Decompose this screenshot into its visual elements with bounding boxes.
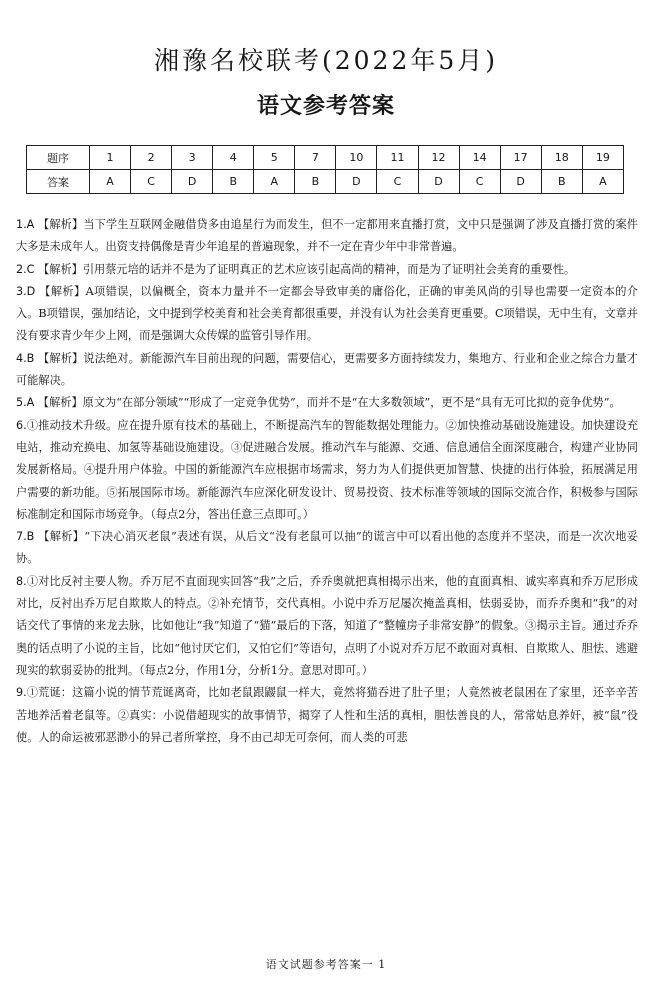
page-footer: 语文试题参考答案一 1 (265, 958, 387, 971)
document-title: 湘豫名校联考(2022年5月) (153, 46, 499, 75)
question-number: 10 (336, 146, 377, 170)
item-number: 2.C (16, 262, 35, 276)
item-text: 【解析】当下学生互联网金融借贷多由追星行为而发生，但不一定都用来直播打赏，文中只是强调了涉及直播打赏的案件大多是未成年人。出资支持偶像是青少年追星的普遍现象，并不一定在青少年中非常普遍。 (16, 218, 638, 254)
question-number: 18 (541, 146, 582, 170)
row-label-answer: 答案 (27, 170, 90, 194)
item-text: ①对比反衬主要人物。乔万尼不直面现实回答“我”之后，乔乔奥就把真相揭示出来，他的直面真相、诚实率真和乔万尼形成对比，反衬出乔万尼自欺欺人的特点。②补充情节，交代真相。小说中乔万尼屡次掩盖真相，怯弱妥协，而乔乔奥和“我”的对话交代了事情的来龙去脉，比如他让“我”知道了“猫”最后的下落，知道了“整幢房子非常安静”的假象。③揭示主旨。通过乔乔奥的话点明了小说的主旨，比如“他讨厌它们，又怕它们”等语句，点明了小说对乔万尼不敢面对真相、自欺欺人、胆怯、逃避现实的软弱妥协的批判。（每点2分，作用1分，分析1分。意思对即可。） (16, 574, 638, 677)
item-number: 8. (16, 574, 27, 588)
answer-row (27, 170, 624, 194)
answer-cell: A (90, 170, 131, 194)
answer-cell: D (172, 170, 213, 194)
item-number: 7.B (16, 530, 35, 544)
question-number: 19 (582, 146, 623, 170)
document-subtitle: 语文参考答案 (256, 94, 395, 119)
explanation-item (16, 392, 638, 414)
question-number: 7 (295, 146, 336, 170)
answer-cell: C (459, 170, 500, 194)
question-number: 14 (459, 146, 500, 170)
explanation-item (16, 415, 638, 526)
question-number: 5 (254, 146, 295, 170)
answer-cell: A (582, 170, 623, 194)
question-number: 3 (172, 146, 213, 170)
explanation-item (16, 571, 638, 682)
answer-cell: B (295, 170, 336, 194)
item-number: 1.A (16, 218, 35, 231)
question-number-row (27, 146, 624, 170)
explanation-item (16, 259, 638, 281)
item-number: 4.B (16, 351, 35, 365)
item-number: 3.D (16, 284, 36, 298)
question-number: 17 (500, 146, 541, 170)
question-number: 4 (213, 146, 254, 170)
answer-table (26, 145, 624, 194)
explanation-item (16, 348, 638, 393)
item-number: 9. (16, 686, 27, 700)
item-text: 【解析】引用蔡元培的话并不是为了证明真正的艺术应该引起高尚的精神，而是为了证明社会美育的重要性。 (38, 262, 576, 276)
answer-cell: B (541, 170, 582, 194)
explanation-item (16, 281, 638, 348)
answer-cell: D (500, 170, 541, 194)
answer-cell: A (254, 170, 295, 194)
item-text: 【解析】“下决心消灭老鼠”表述有误，从后文“没有老鼠可以抽”的谎言中可以看出他的态度并不坚决，而是一次次地妥协。 (16, 530, 638, 566)
answer-cell: C (377, 170, 418, 194)
question-number: 1 (90, 146, 131, 170)
explanation-item (16, 682, 638, 749)
answer-cell: D (418, 170, 459, 194)
explanation-item (16, 214, 638, 259)
row-label-question: 题序 (27, 146, 90, 170)
question-number: 11 (377, 146, 418, 170)
question-number: 12 (418, 146, 459, 170)
item-text: 【解析】说法绝对。新能源汽车目前出现的问题，需要信心，更需要多方面持续发力，集地方、行业和企业之综合力量才可能解决。 (16, 351, 638, 388)
answer-explanations (16, 214, 638, 749)
item-text: ①推动技术升级。应在提升原有技术的基础上，不断提高汽车的智能数据处理能力。②加快推动基础设施建设。加快建设充电站，推动充换电、加氢等基础设施建设。③促进融合发展。推动汽车与能源、交通、信息通信全面深度融合，构建产业协同发展新格局。④提升用户体验。中国的新能源汽车应根据市场需求，努力为人们提供更加智慧、快捷的出行体验，拓展满足用户需要的新功能。⑤拓展国际市场。新能源汽车应深化研发设计、贸易投资、技术标准等领域的国际交流合作，积极参与国际标准制定和国际市场竞争。（每点2分，答出任意三点即可。） (16, 418, 638, 521)
item-text: 【解析】原文为“在部分领域”“形成了一定竞争优势”，而并不是“在大多数领域”，更不是“具有无可比拟的竞争优势”。 (37, 396, 621, 410)
answer-cell: D (336, 170, 377, 194)
item-text: 【解析】A项错误，以偏概全，资本力量并不一定都会导致审美的庸俗化，正确的审美风尚的引导也需要一定资本的介入。B项错误，强加结论，文中提到学校美育和社会美育都很重要，并没有认为社会美育更重要。C项错误，无中生有，文章并没有要求青少年少上网，而是强调大众传媒的监管引导作用。 (16, 284, 638, 343)
item-number: 6. (16, 418, 27, 432)
item-text: ①荒诞：这篇小说的情节荒诞离奇，比如老鼠跟鼹鼠一样大，竟然将猫吞进了肚子里；人竟然被老鼠困在了家里，还辛辛苦苦地养活着老鼠等。②真实：小说借超现实的故事情节，揭穿了人性和生活的真相，胆怯善良的人，常常姑息养奸，被“鼠”役使。人的命运被邪恶渺小的异己者所掌控，身不由己却无可奈何，而人类的可悲 (16, 686, 638, 744)
question-number: 2 (131, 146, 172, 170)
item-number: 5.A (16, 396, 35, 410)
answer-cell: B (213, 170, 254, 194)
answer-cell: C (131, 170, 172, 194)
explanation-item (16, 526, 638, 571)
